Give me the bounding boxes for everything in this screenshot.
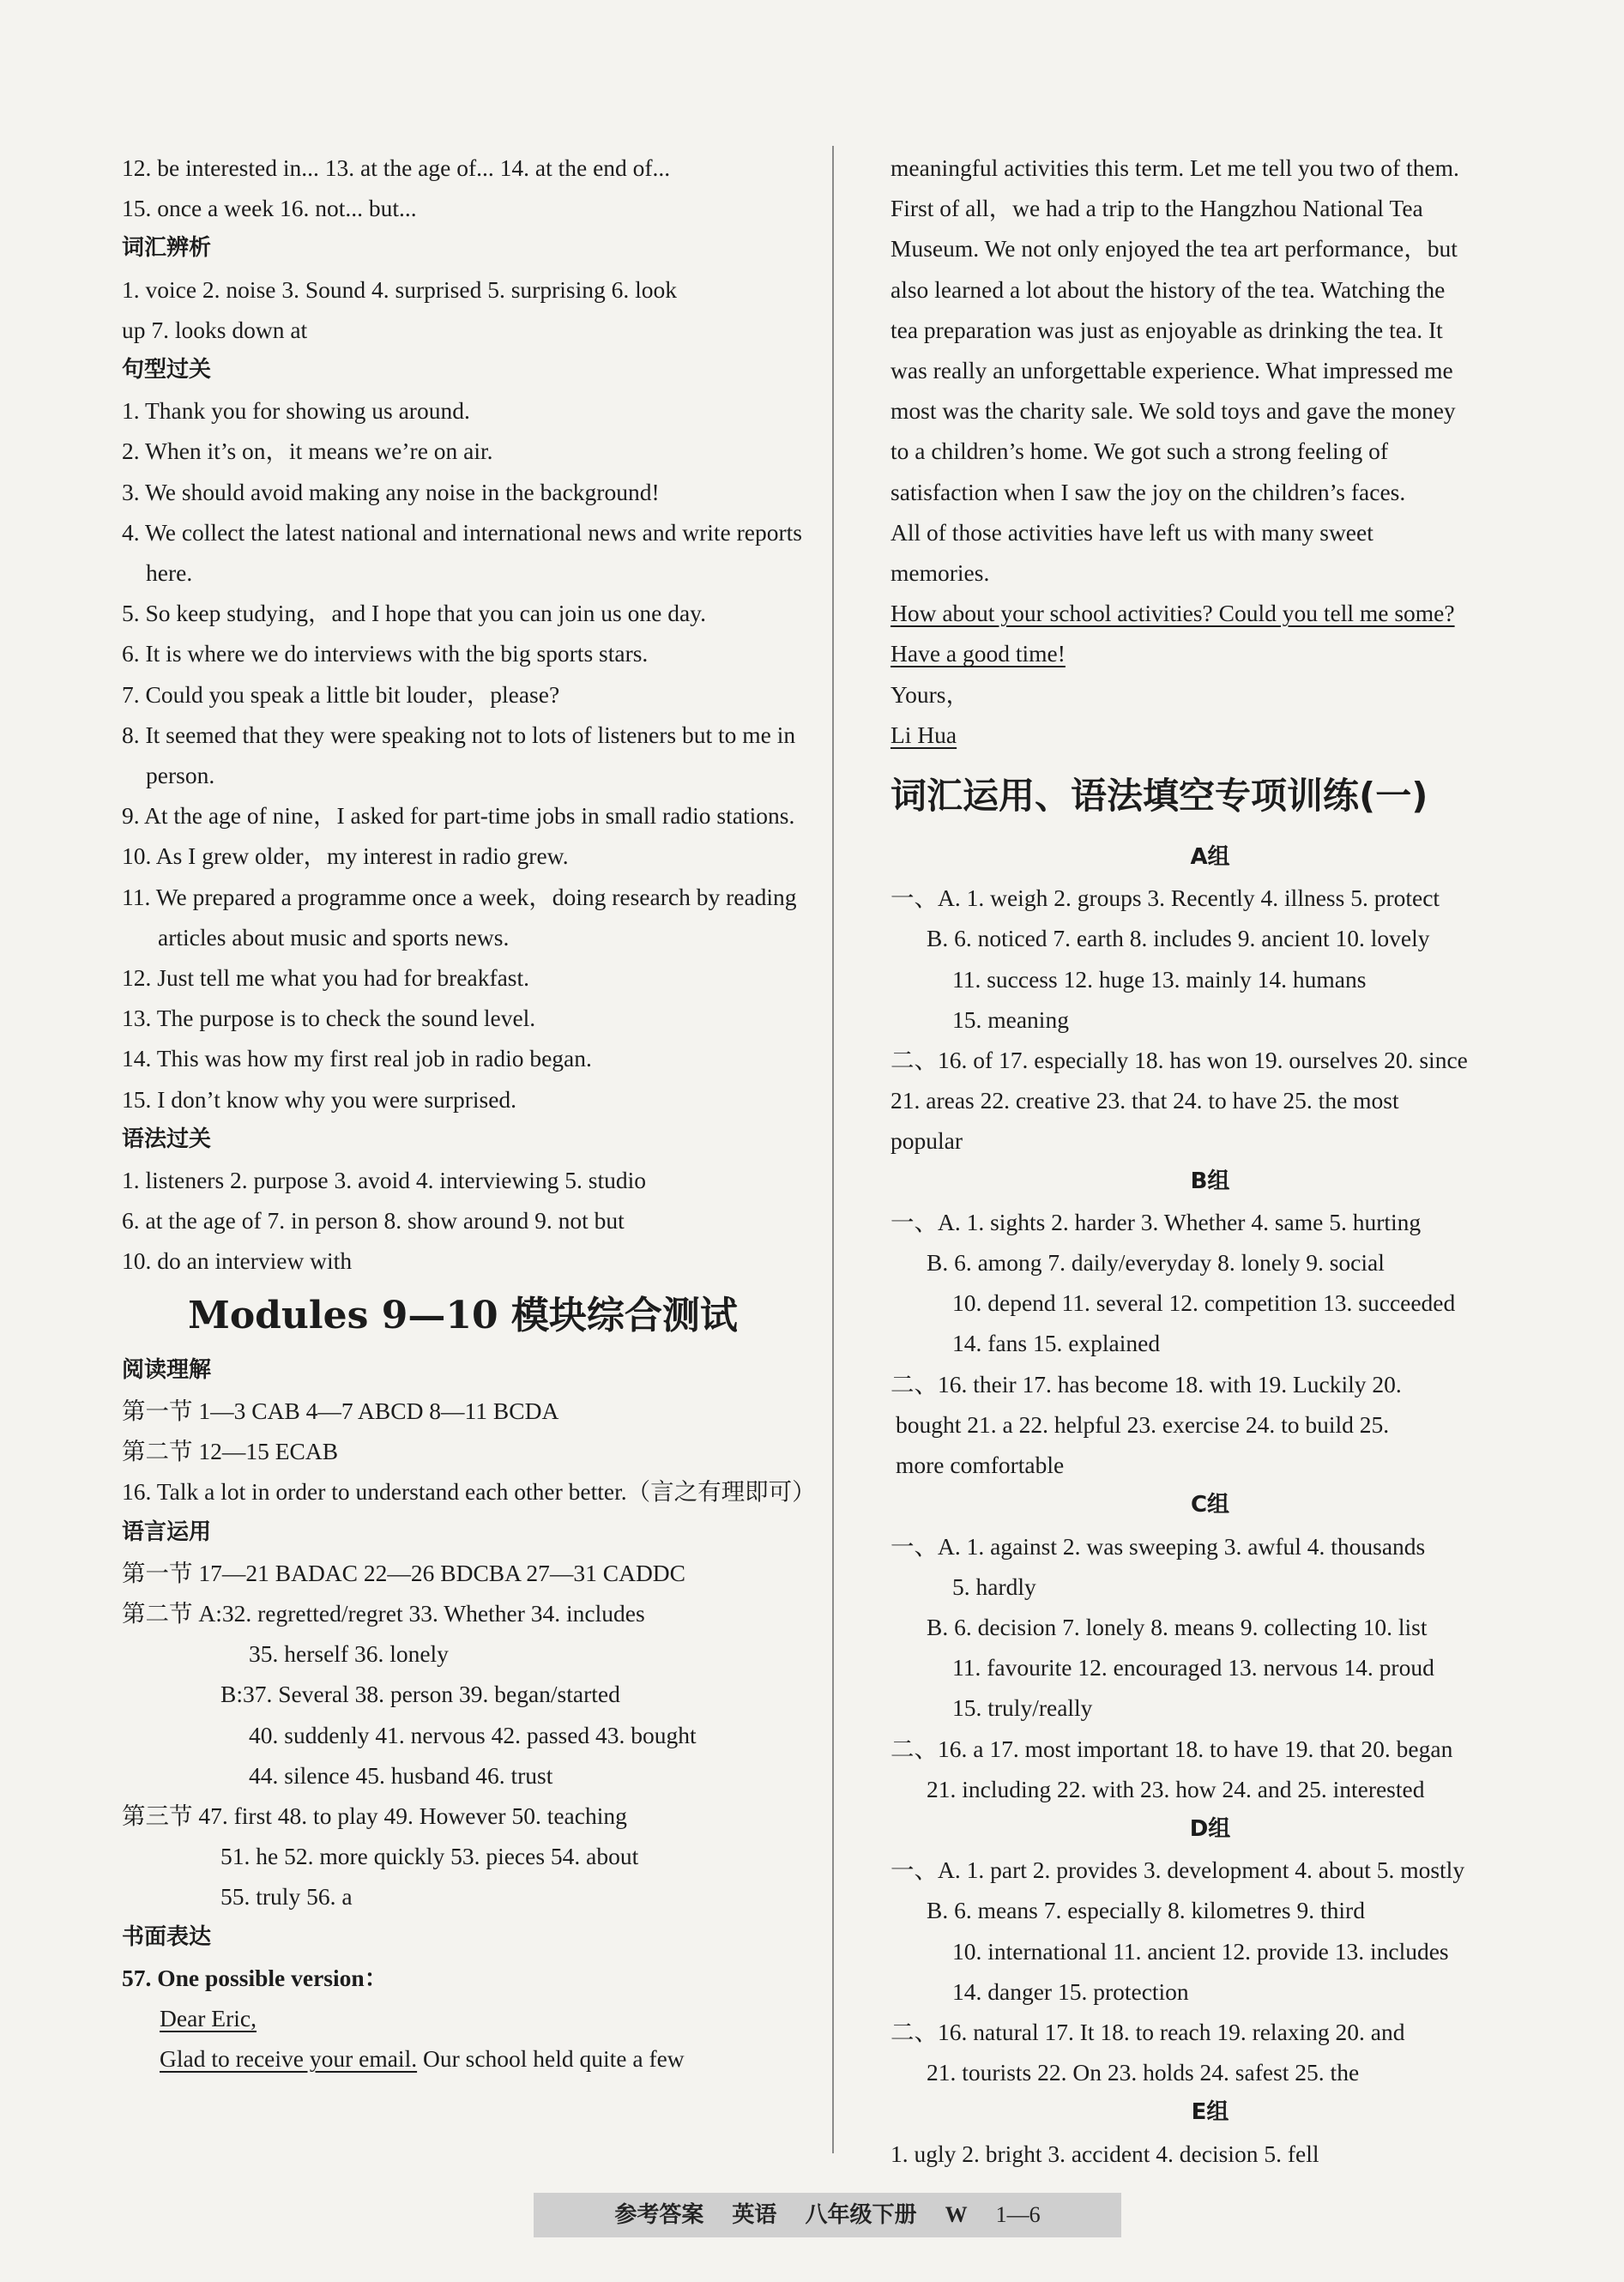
letter-line: All of those activities have left us with many sweet [890,518,1373,546]
sentence-item: 15. I don’t know why you were surprised. [122,1085,517,1113]
answer-line: 10. do an interview with [122,1247,353,1275]
sentence-item: 10. As I grew older，my interest in radio grew. [122,842,569,870]
answer-line: 二、16. a 17. most important 18. to have 19. that 20. began [890,1735,1453,1762]
footer-grade: 八年级下册 [805,2202,917,2228]
answer-line: 11. success 12. huge 13. mainly 14. humans [952,965,1367,993]
group-heading-a: A组 [1190,844,1230,871]
answer-line: 15. meaning [952,1005,1069,1033]
answer-line: 第三节 47. first 48. to play 49. However 50. teaching [122,1802,627,1829]
answer-line: 二、16. natural 17. It 18. to reach 19. relaxing 20. and [890,2018,1405,2045]
letter-first-line [122,2038,804,2079]
letter-line: satisfaction when I saw the joy on the children’s faces. [890,478,1406,505]
letter-first-rest: Our school held quite a few [417,2045,685,2073]
letter-underlined-text: Have a good time! [890,640,1066,667]
sentence-item: 4. We collect the latest national and international news and write reports here. [122,518,802,587]
sentence-item: 13. The purpose is to check the sound level. [122,1005,536,1032]
answer-line: 44. silence 45. husband 46. trust [249,1761,553,1789]
answer-line: 二、16. their 17. has become 18. with 19. Luckily 20. [890,1370,1402,1398]
answer-line: B. 6. among 7. daily/everyday 8. lonely 9. social [927,1249,1385,1277]
answer-line: 第二节 A:32. regretted/regret 33. Whether 34. includes [122,1599,645,1627]
group-heading-b: B组 [1190,1168,1230,1194]
letter-line: Museum. We not only enjoyed the tea art performance，but [890,235,1458,263]
answer-line: B. 6. means 7. especially 8. kilometres 9. third [927,1897,1365,1924]
sentence-item: 11. We prepared a programme once a week，doing research by reading articles about music and sports news. [122,883,797,951]
sentence-item: 6. It is where we do interviews with the big sports stars. [122,640,649,667]
letter-greeting [122,1998,804,2038]
answer-line: 1. ugly 2. bright 3. accident 4. decision 5. fell [890,2140,1319,2167]
answer-line: 55. truly 56. a [220,1883,353,1911]
letter-line: to a children’s home. We got such a strong feeling of [890,438,1388,465]
answer-line: 15. truly/really [952,1694,1093,1722]
letter-line: most was the charity sale. We sold toys and gave the money [890,397,1456,425]
answer-line: 第一节 17—21 BADAC 22—26 BDCBA 27—31 CADDC [122,1559,686,1586]
section-heading-writing: 书面表达 [122,1923,212,1950]
group-heading-e: E组 [1191,2099,1229,2126]
answer-line: 一、A. 1. sights 2. harder 3. Whether 4. same 5. hurting [890,1208,1422,1235]
footer-subject: 英语 [732,2202,777,2228]
writing-label: 57. One possible version： [122,1964,389,1991]
answer-line: 14. fans 15. explained [952,1330,1161,1357]
answer-line: more comfortable [896,1452,1065,1479]
answer-line: 40. suddenly 41. nervous 42. passed 43. bought [249,1721,697,1748]
letter-first-underlined: Glad to receive your email. [160,2045,418,2073]
answer-line: 51. he 52. more quickly 53. pieces 54. about [220,1843,639,1870]
group-heading-c: C组 [1190,1492,1230,1518]
answer-line: 5. hardly [952,1573,1036,1600]
answer-line: 10. international 11. ancient 12. provide 13. includes [952,1937,1449,1965]
letter-underlined-text: How about your school activities? Could you tell me some? [890,600,1455,627]
left-column [122,148,816,2079]
footer-edition: W [945,2202,968,2227]
answer-line: 第二节 12—15 ECAB [122,1438,339,1465]
sentence-item: 3. We should avoid making any noise in the background! [122,478,660,505]
answer-line: 一、A. 1. against 2. was sweeping 3. awful 4. thousands [890,1532,1426,1560]
answer-line: B:37. Several 38. person 39. began/started [220,1681,620,1708]
answer-line: up 7. looks down at [122,316,308,343]
answer-line: 16. Talk a lot in order to understand each other better.（言之有理即可） [122,1478,816,1506]
letter-greeting-text: Dear Eric, [160,2004,257,2031]
page-footer [534,2193,1121,2237]
right-column [890,148,1530,2174]
letter-signature [890,715,1530,755]
sentence-item: 7. Could you speak a little bit louder，please? [122,680,560,708]
sentence-item: 5. So keep studying，and I hope that you can join us one day. [122,600,707,627]
sentence-item: 9. At the age of nine，I asked for part-time jobs in small radio stations. [122,802,795,830]
special-training-title: 词汇运用、语法填空专项训练(一) [890,775,1428,818]
answer-line: 12. be interested in... 13. at the age of... 14. at the end of... [122,154,671,181]
column-divider [832,146,834,2153]
answer-line: 1. voice 2. noise 3. Sound 4. surprised 5. surprising 6. look [122,275,677,303]
section-heading-grammar: 语法过关 [122,1126,212,1152]
letter-underlined-line [890,633,1530,673]
letter-line: tea preparation was just as enjoyable as drinking the tea. It [890,316,1443,343]
section-heading-vocab: 词汇辨析 [122,235,212,262]
module-test-title: Modules 9—10 模块综合测试 [188,1293,738,1337]
sentence-item: 12. Just tell me what you had for breakfast. [122,964,530,992]
sentence-item: 1. Thank you for showing us around. [122,397,470,425]
answer-line: 6. at the age of 7. in person 8. show around 9. not but [122,1207,625,1235]
answer-line: B. 6. decision 7. lonely 8. means 9. collecting 10. list [927,1613,1428,1640]
answer-line: bought 21. a 22. helpful 23. exercise 24. to build 25. [896,1410,1390,1438]
answer-line: 21. areas 22. creative 23. that 24. to have 25. the most [890,1087,1399,1114]
letter-line: memories. [890,559,990,587]
letter-line: also learned a lot about the history of the tea. Watching the [890,275,1446,303]
letter-line: was really an unforgettable experience. What impressed me [890,357,1453,384]
answer-line: 11. favourite 12. encouraged 13. nervous 14. proud [952,1654,1434,1681]
letter-line: First of all，we had a trip to the Hangzhou National Tea [890,195,1423,222]
answer-line: 15. once a week 16. not... but... [122,195,417,222]
answer-line: B. 6. noticed 7. earth 8. includes 9. ancient 10. lovely [927,925,1430,952]
answer-line: 二、16. of 17. especially 18. has won 19. ourselves 20. since [890,1047,1468,1074]
letter-line: meaningful activities this term. Let me tell you two of them. [890,154,1459,181]
answer-line: 10. depend 11. several 12. competition 13. succeeded [952,1289,1456,1317]
section-heading-language: 语言运用 [122,1518,212,1545]
footer-label: 参考答案 [614,2202,704,2228]
section-heading-reading: 阅读理解 [122,1356,212,1383]
answer-line: 14. danger 15. protection [952,1977,1189,2005]
answer-line: 一、A. 1. part 2. provides 3. development 4. about 5. mostly [890,1856,1465,1884]
sentence-item: 2. When it’s on，it means we’re on air. [122,438,493,465]
letter-signature-text: Li Hua [890,721,957,748]
answer-line: 一、A. 1. weigh 2. groups 3. Recently 4. illness 5. protect [890,884,1440,912]
sentence-item: 8. It seemed that they were speaking not to lots of listeners but to me in person. [122,721,796,789]
sentence-item: 14. This was how my first real job in radio began. [122,1045,592,1072]
answer-line: 21. including 22. with 23. how 24. and 25. interested [927,1775,1425,1802]
answer-line: 第一节 1—3 CAB 4—7 ABCD 8—11 BCDA [122,1397,559,1424]
answer-line: 1. listeners 2. purpose 3. avoid 4. interviewing 5. studio [122,1167,647,1194]
group-heading-d: D组 [1189,1815,1231,1842]
letter-underlined-line [890,593,1530,633]
letter-closing: Yours， [890,680,969,708]
answer-line: 35. herself 36. lonely [249,1640,449,1668]
section-heading-sentence: 句型过关 [122,357,212,383]
footer-page-number: 1—6 [995,2202,1041,2227]
answer-line: 21. tourists 22. On 23. holds 24. safest 25. the [927,2059,1360,2086]
answer-line: popular [890,1127,963,1155]
